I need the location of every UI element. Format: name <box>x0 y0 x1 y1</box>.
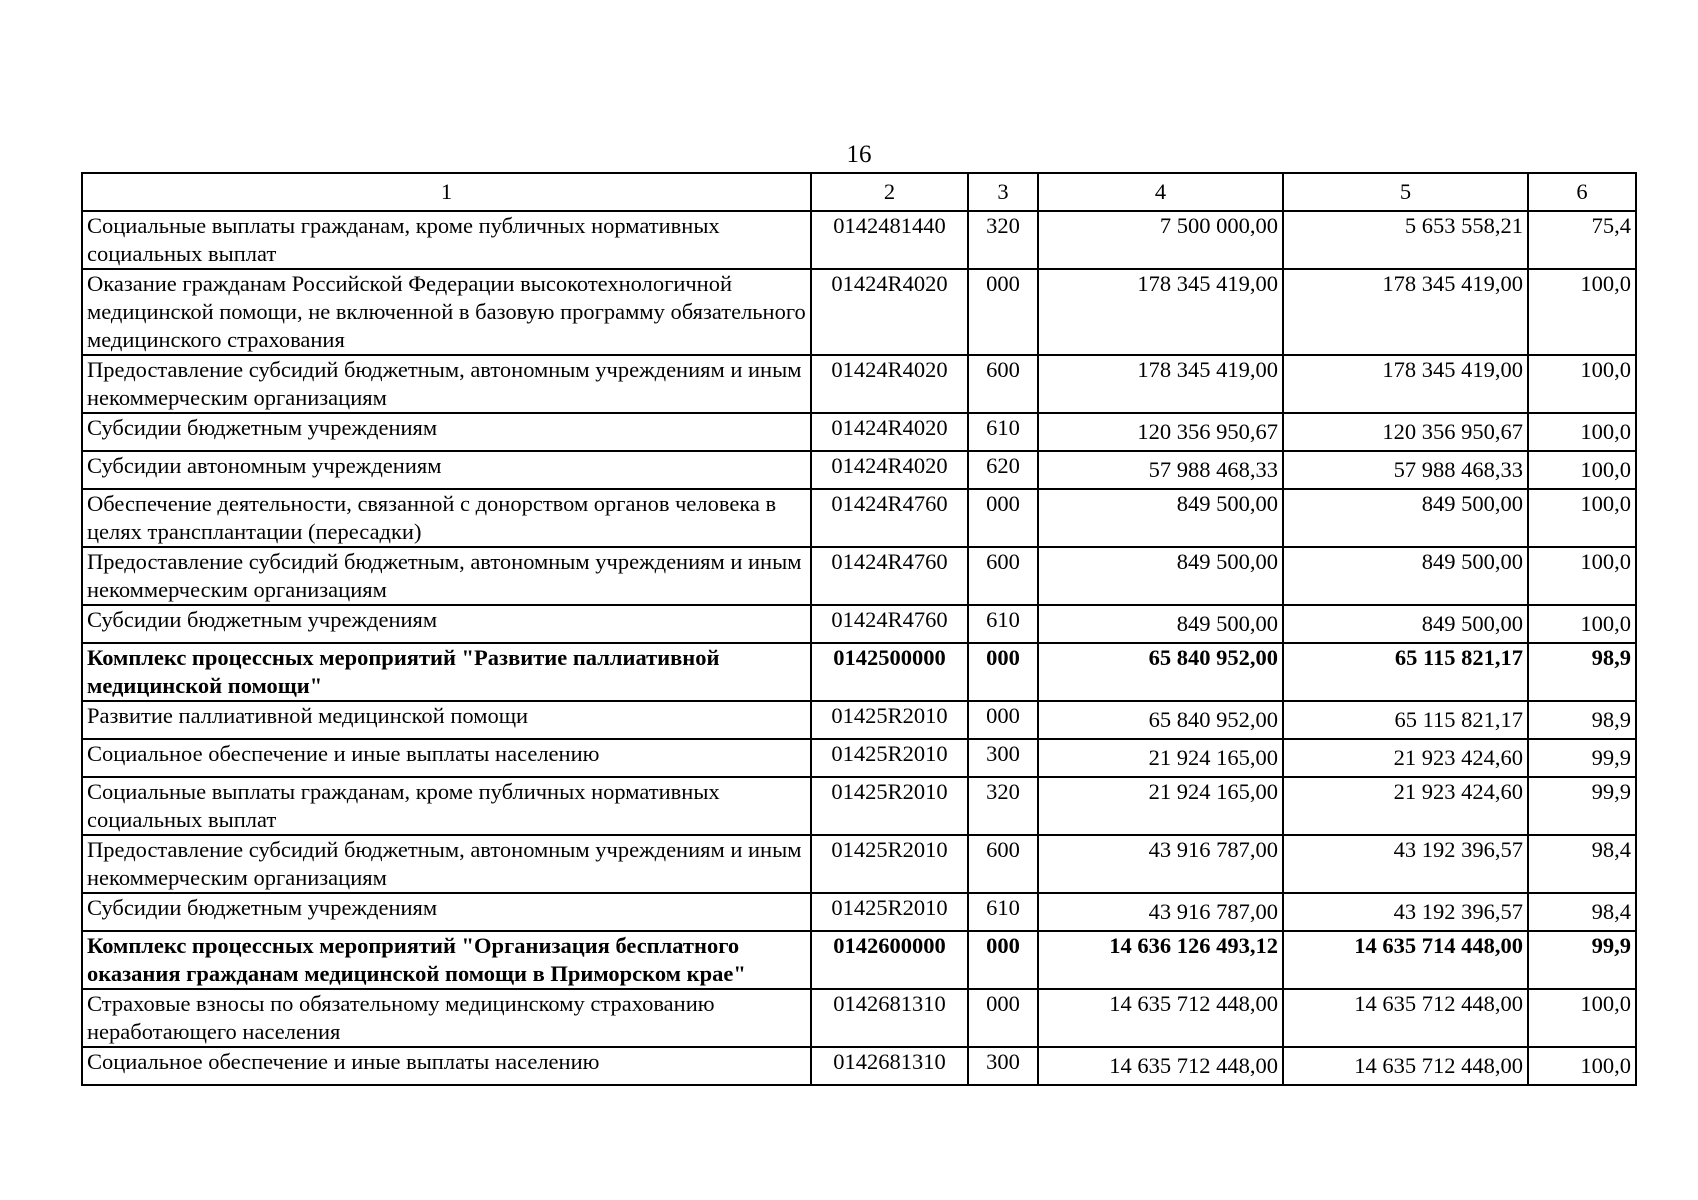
row-target-code: 01424R4020 <box>811 269 968 355</box>
row-planned-amount: 7 500 000,00 <box>1038 211 1283 269</box>
row-expense-type: 300 <box>968 739 1038 777</box>
row-expense-type: 610 <box>968 605 1038 643</box>
row-actual-amount: 14 635 712 448,00 <box>1283 1047 1528 1085</box>
row-execution-percent: 98,4 <box>1528 893 1636 931</box>
row-name: Субсидии бюджетным учреждениям <box>82 413 811 451</box>
row-name: Субсидии бюджетным учреждениям <box>82 605 811 643</box>
row-planned-amount: 178 345 419,00 <box>1038 269 1283 355</box>
table-row <box>82 413 1636 451</box>
row-planned-amount: 14 635 712 448,00 <box>1038 989 1283 1047</box>
row-planned-amount: 21 924 165,00 <box>1038 777 1283 835</box>
row-execution-percent: 99,9 <box>1528 777 1636 835</box>
row-expense-type: 320 <box>968 777 1038 835</box>
row-name: Предоставление субсидий бюджетным, автономным учреждениям и иным некоммерческим организациям <box>82 547 811 605</box>
row-name: Предоставление субсидий бюджетным, автономным учреждениям и иным некоммерческим организациям <box>82 355 811 413</box>
row-execution-percent: 100,0 <box>1528 1047 1636 1085</box>
table-row <box>82 489 1636 547</box>
row-expense-type: 000 <box>968 989 1038 1047</box>
row-target-code: 01424R4760 <box>811 547 968 605</box>
row-expense-type: 300 <box>968 1047 1038 1085</box>
table-row <box>82 547 1636 605</box>
row-planned-amount: 21 924 165,00 <box>1038 739 1283 777</box>
page-number: 16 <box>846 141 872 168</box>
row-expense-type: 000 <box>968 269 1038 355</box>
row-planned-amount: 849 500,00 <box>1038 547 1283 605</box>
table-row <box>82 893 1636 931</box>
row-actual-amount: 120 356 950,67 <box>1283 413 1528 451</box>
table-row <box>82 451 1636 489</box>
row-name: Субсидии автономным учреждениям <box>82 451 811 489</box>
row-target-code: 0142681310 <box>811 989 968 1047</box>
row-planned-amount: 14 635 712 448,00 <box>1038 1047 1283 1085</box>
row-target-code: 0142481440 <box>811 211 968 269</box>
row-planned-amount: 120 356 950,67 <box>1038 413 1283 451</box>
table-row-subtotal <box>82 931 1636 989</box>
row-target-code: 0142681310 <box>811 1047 968 1085</box>
row-actual-amount: 43 192 396,57 <box>1283 835 1528 893</box>
row-name: Социальное обеспечение и иные выплаты населению <box>82 1047 811 1085</box>
row-name: Оказание гражданам Российской Федерации высокотехнологичной медицинской помощи, не включенной в базовую программу обязательного медицинского страхования <box>82 269 811 355</box>
row-expense-type: 000 <box>968 701 1038 739</box>
row-actual-amount: 849 500,00 <box>1283 605 1528 643</box>
table-row <box>82 701 1636 739</box>
row-expense-type: 600 <box>968 547 1038 605</box>
table-row <box>82 355 1636 413</box>
row-expense-type: 000 <box>968 643 1038 701</box>
row-target-code: 01425R2010 <box>811 835 968 893</box>
row-planned-amount: 43 916 787,00 <box>1038 835 1283 893</box>
row-target-code: 0142500000 <box>811 643 968 701</box>
row-actual-amount: 57 988 468,33 <box>1283 451 1528 489</box>
row-actual-amount: 5 653 558,21 <box>1283 211 1528 269</box>
table-row <box>82 605 1636 643</box>
row-expense-type: 320 <box>968 211 1038 269</box>
row-actual-amount: 849 500,00 <box>1283 489 1528 547</box>
row-expense-type: 000 <box>968 931 1038 989</box>
row-target-code: 01425R2010 <box>811 777 968 835</box>
row-expense-type: 610 <box>968 893 1038 931</box>
column-header-2: 2 <box>811 173 968 211</box>
row-execution-percent: 98,4 <box>1528 835 1636 893</box>
row-actual-amount: 14 635 714 448,00 <box>1283 931 1528 989</box>
table-row <box>82 989 1636 1047</box>
table-row <box>82 739 1636 777</box>
row-target-code: 01424R4020 <box>811 413 968 451</box>
row-execution-percent: 98,9 <box>1528 701 1636 739</box>
column-header-5: 5 <box>1283 173 1528 211</box>
row-planned-amount: 14 636 126 493,12 <box>1038 931 1283 989</box>
row-execution-percent: 100,0 <box>1528 269 1636 355</box>
table-row <box>82 835 1636 893</box>
row-name: Развитие паллиативной медицинской помощи <box>82 701 811 739</box>
row-planned-amount: 43 916 787,00 <box>1038 893 1283 931</box>
row-planned-amount: 849 500,00 <box>1038 489 1283 547</box>
row-execution-percent: 98,9 <box>1528 643 1636 701</box>
row-execution-percent: 100,0 <box>1528 547 1636 605</box>
row-expense-type: 610 <box>968 413 1038 451</box>
row-actual-amount: 21 923 424,60 <box>1283 777 1528 835</box>
column-header-4: 4 <box>1038 173 1283 211</box>
row-name: Комплекс процессных мероприятий "Организация бесплатного оказания гражданам медицинской помощи в Приморском крае" <box>82 931 811 989</box>
row-planned-amount: 57 988 468,33 <box>1038 451 1283 489</box>
row-execution-percent: 75,4 <box>1528 211 1636 269</box>
row-actual-amount: 178 345 419,00 <box>1283 355 1528 413</box>
table-row-subtotal <box>82 643 1636 701</box>
row-target-code: 01425R2010 <box>811 701 968 739</box>
row-target-code: 01425R2010 <box>811 893 968 931</box>
column-header-6: 6 <box>1528 173 1636 211</box>
row-expense-type: 600 <box>968 835 1038 893</box>
row-name: Социальное обеспечение и иные выплаты населению <box>82 739 811 777</box>
table-row <box>82 269 1636 355</box>
row-execution-percent: 100,0 <box>1528 605 1636 643</box>
row-expense-type: 600 <box>968 355 1038 413</box>
row-execution-percent: 100,0 <box>1528 413 1636 451</box>
column-header-3: 3 <box>968 173 1038 211</box>
table-row <box>82 1047 1636 1085</box>
row-target-code: 01424R4020 <box>811 355 968 413</box>
row-target-code: 01424R4760 <box>811 605 968 643</box>
row-planned-amount: 849 500,00 <box>1038 605 1283 643</box>
row-name: Социальные выплаты гражданам, кроме публичных нормативных социальных выплат <box>82 777 811 835</box>
row-target-code: 01425R2010 <box>811 739 968 777</box>
row-actual-amount: 178 345 419,00 <box>1283 269 1528 355</box>
row-target-code: 0142600000 <box>811 931 968 989</box>
row-name: Социальные выплаты гражданам, кроме публичных нормативных социальных выплат <box>82 211 811 269</box>
row-name: Субсидии бюджетным учреждениям <box>82 893 811 931</box>
row-actual-amount: 65 115 821,17 <box>1283 701 1528 739</box>
row-name: Страховые взносы по обязательному медицинскому страхованию неработающего населения <box>82 989 811 1047</box>
row-name: Комплекс процессных мероприятий "Развитие паллиативной медицинской помощи" <box>82 643 811 701</box>
row-expense-type: 000 <box>968 489 1038 547</box>
column-number-row <box>82 173 1636 211</box>
row-execution-percent: 99,9 <box>1528 739 1636 777</box>
row-actual-amount: 14 635 712 448,00 <box>1283 989 1528 1047</box>
budget-execution-table <box>81 172 1637 1086</box>
row-execution-percent: 100,0 <box>1528 451 1636 489</box>
row-execution-percent: 100,0 <box>1528 355 1636 413</box>
row-name: Предоставление субсидий бюджетным, автономным учреждениям и иным некоммерческим организациям <box>82 835 811 893</box>
row-actual-amount: 65 115 821,17 <box>1283 643 1528 701</box>
row-name: Обеспечение деятельности, связанной с донорством органов человека в целях трансплантации (пересадки) <box>82 489 811 547</box>
row-expense-type: 620 <box>968 451 1038 489</box>
column-header-1: 1 <box>82 173 811 211</box>
row-actual-amount: 849 500,00 <box>1283 547 1528 605</box>
table-row <box>82 777 1636 835</box>
row-actual-amount: 43 192 396,57 <box>1283 893 1528 931</box>
row-execution-percent: 99,9 <box>1528 931 1636 989</box>
row-target-code: 01424R4760 <box>811 489 968 547</box>
row-planned-amount: 65 840 952,00 <box>1038 643 1283 701</box>
row-actual-amount: 21 923 424,60 <box>1283 739 1528 777</box>
row-execution-percent: 100,0 <box>1528 989 1636 1047</box>
row-planned-amount: 65 840 952,00 <box>1038 701 1283 739</box>
row-execution-percent: 100,0 <box>1528 489 1636 547</box>
table-row <box>82 211 1636 269</box>
row-planned-amount: 178 345 419,00 <box>1038 355 1283 413</box>
row-target-code: 01424R4020 <box>811 451 968 489</box>
